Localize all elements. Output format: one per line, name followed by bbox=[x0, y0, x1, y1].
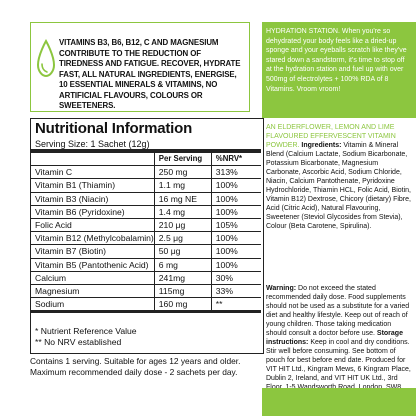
nutrition-row bbox=[31, 179, 261, 192]
nrv-value: 105% bbox=[211, 218, 261, 231]
per-serving-value: 1.1 mg bbox=[154, 179, 211, 192]
nutrition-row bbox=[31, 271, 261, 284]
nutrition-title: Nutritional Information bbox=[35, 120, 193, 137]
ingredients-block bbox=[266, 123, 412, 231]
nrv-value: 313% bbox=[211, 166, 261, 179]
per-serving-value: 115mg bbox=[154, 284, 211, 297]
nutrition-header-row bbox=[31, 153, 261, 166]
per-serving-value: 210 μg bbox=[154, 218, 211, 231]
nutrient-name: Vitamin C bbox=[31, 166, 154, 179]
storage-label: Storage instructions: bbox=[266, 330, 403, 346]
nrv-value: 100% bbox=[211, 258, 261, 271]
contains-line: Contains 1 serving. Suitable for ages 12 years and older. bbox=[30, 356, 241, 366]
per-serving-value: 50 μg bbox=[154, 245, 211, 258]
nrv-value: 33% bbox=[211, 284, 261, 297]
storage-text: Keep in cool and dry conditions. Stir well before consuming. See bottom of pouch for best before end date. Produced for VIT HIT Ltd., Kingram Mews, 6 Kingram Place, Dublin 2, Ireland, and VIT HIT UK Ltd., 3rd bbox=[266, 339, 411, 382]
product-description: AN ELDERFLOWER, LEMON AND LIME FLAVOURED EFFERVESCENT VITAMIN POWDER. bbox=[266, 124, 396, 149]
nutrition-footnotes bbox=[35, 326, 137, 348]
header-per-serving: Per Serving bbox=[154, 153, 211, 166]
per-serving-value: 250 mg bbox=[154, 166, 211, 179]
nutrition-row bbox=[31, 205, 261, 218]
header-nrv: %NRV* bbox=[211, 153, 261, 166]
serving-statement bbox=[30, 356, 270, 378]
per-serving-value: 6 mg bbox=[154, 258, 211, 271]
ingredients-label: Ingredients: bbox=[301, 142, 344, 149]
per-serving-value: 241mg bbox=[154, 271, 211, 284]
footnote-no-nrv: ** No NRV established bbox=[35, 337, 122, 347]
warning-block bbox=[266, 284, 412, 401]
nutrient-name: Vitamin B12 (Methylcobalamin) bbox=[31, 232, 154, 245]
nutrient-name: Vitamin B7 (Biotin) bbox=[31, 245, 154, 258]
nrv-value: 100% bbox=[211, 232, 261, 245]
water-drop-icon bbox=[35, 39, 57, 79]
health-claim-text: VITAMINS B3, B6, B12, C AND MAGNESIUM CONTRIBUTE TO THE REDUCTION OF TIREDNESS AND FATIGUE. RECOVER, HYDRATE FAST, ALL NATURAL INGREDIENTS, ENERGISE, 10 ESSENTIAL MINERALS & VITAMINS, NO ARTIFICIAL FLAVOURS, COLOURS OR SWEETENERS. bbox=[59, 38, 241, 110]
nutrient-name: Vitamin B5 (Pantothenic Acid) bbox=[31, 258, 154, 271]
nrv-value: 30% bbox=[211, 271, 261, 284]
serving-size: Serving Size: 1 Sachet (12g) bbox=[35, 139, 150, 149]
nutrient-name: Calcium bbox=[31, 271, 154, 284]
nutrition-row bbox=[31, 218, 261, 231]
per-serving-value: 160 mg bbox=[154, 298, 211, 312]
nutrition-row bbox=[31, 166, 261, 179]
ingredients-text: Vitamin & Mineral Blend (Calcium Lactate, Sodium Bicarbonate, Potassium Bicarbonate, Magnesium Carbonate, Ascorbic Acid, Sodium Chloride, Niacin, Calcium Pantothenate, Pyridoxine Hydrochloride, Thiamin HCL, Folic Acid, Biotin, Vitamin B12) Dextrose, Chicory (dietary) Fibre, Acid (Citric Acid), Natural Flavouring, Sweetener (Steviol Glycosides from Stevia), Colour (Beta Carotene, Spirulina). bbox=[266, 142, 411, 230]
nrv-value: 100% bbox=[211, 192, 261, 205]
nutrient-name: Vitamin B6 (Pyridoxine) bbox=[31, 205, 154, 218]
nutrition-table bbox=[31, 153, 261, 313]
nutrition-row bbox=[31, 258, 261, 271]
per-serving-value: 1.4 mg bbox=[154, 205, 211, 218]
nrv-value: ** bbox=[211, 298, 261, 312]
nutrition-row bbox=[31, 245, 261, 258]
nutrition-row bbox=[31, 298, 261, 312]
nutrient-name: Vitamin B3 (Niacin) bbox=[31, 192, 154, 205]
nrv-value: 100% bbox=[211, 179, 261, 192]
nutrient-name: Magnesium bbox=[31, 284, 154, 297]
nrv-value: 100% bbox=[211, 245, 261, 258]
nutrition-row bbox=[31, 192, 261, 205]
nutrient-name: Folic Acid bbox=[31, 218, 154, 231]
nutrient-name: Sodium bbox=[31, 298, 154, 312]
bottom-accent-bar bbox=[262, 388, 416, 416]
footnote-nrv: * Nutrient Reference Value bbox=[35, 326, 137, 336]
per-serving-value: 16 mg NE bbox=[154, 192, 211, 205]
max-dose-line: Maximum recommended daily dose - 2 sachets per day. bbox=[30, 367, 238, 377]
nutrition-row bbox=[31, 284, 261, 297]
warning-text: Do not exceed the stated recommended daily dose. Food supplements should not be used as a substitute for a varied diet and healthy lifestyle. Keep out of reach of young children. Those taking medication should consult a doctor before use. bbox=[266, 285, 410, 337]
nutrient-name: Vitamin B1 (Thiamin) bbox=[31, 179, 154, 192]
warning-label: Warning: bbox=[266, 285, 299, 292]
per-serving-value: 2.5 μg bbox=[154, 232, 211, 245]
hydration-text: HYDRATION STATION. When you're so dehydrated your body feels like a dried-up sponge and your eyeballs scratch like they've stared down a sandstorm, it's time to stop off at the hydration station and fuel up with over 500mg of electrolytes + 100% RDA of 8 Vitamins. Vroom vroom! bbox=[266, 28, 407, 93]
nrv-value: 100% bbox=[211, 205, 261, 218]
header-nutrient bbox=[31, 153, 154, 166]
nutrition-row bbox=[31, 232, 261, 245]
